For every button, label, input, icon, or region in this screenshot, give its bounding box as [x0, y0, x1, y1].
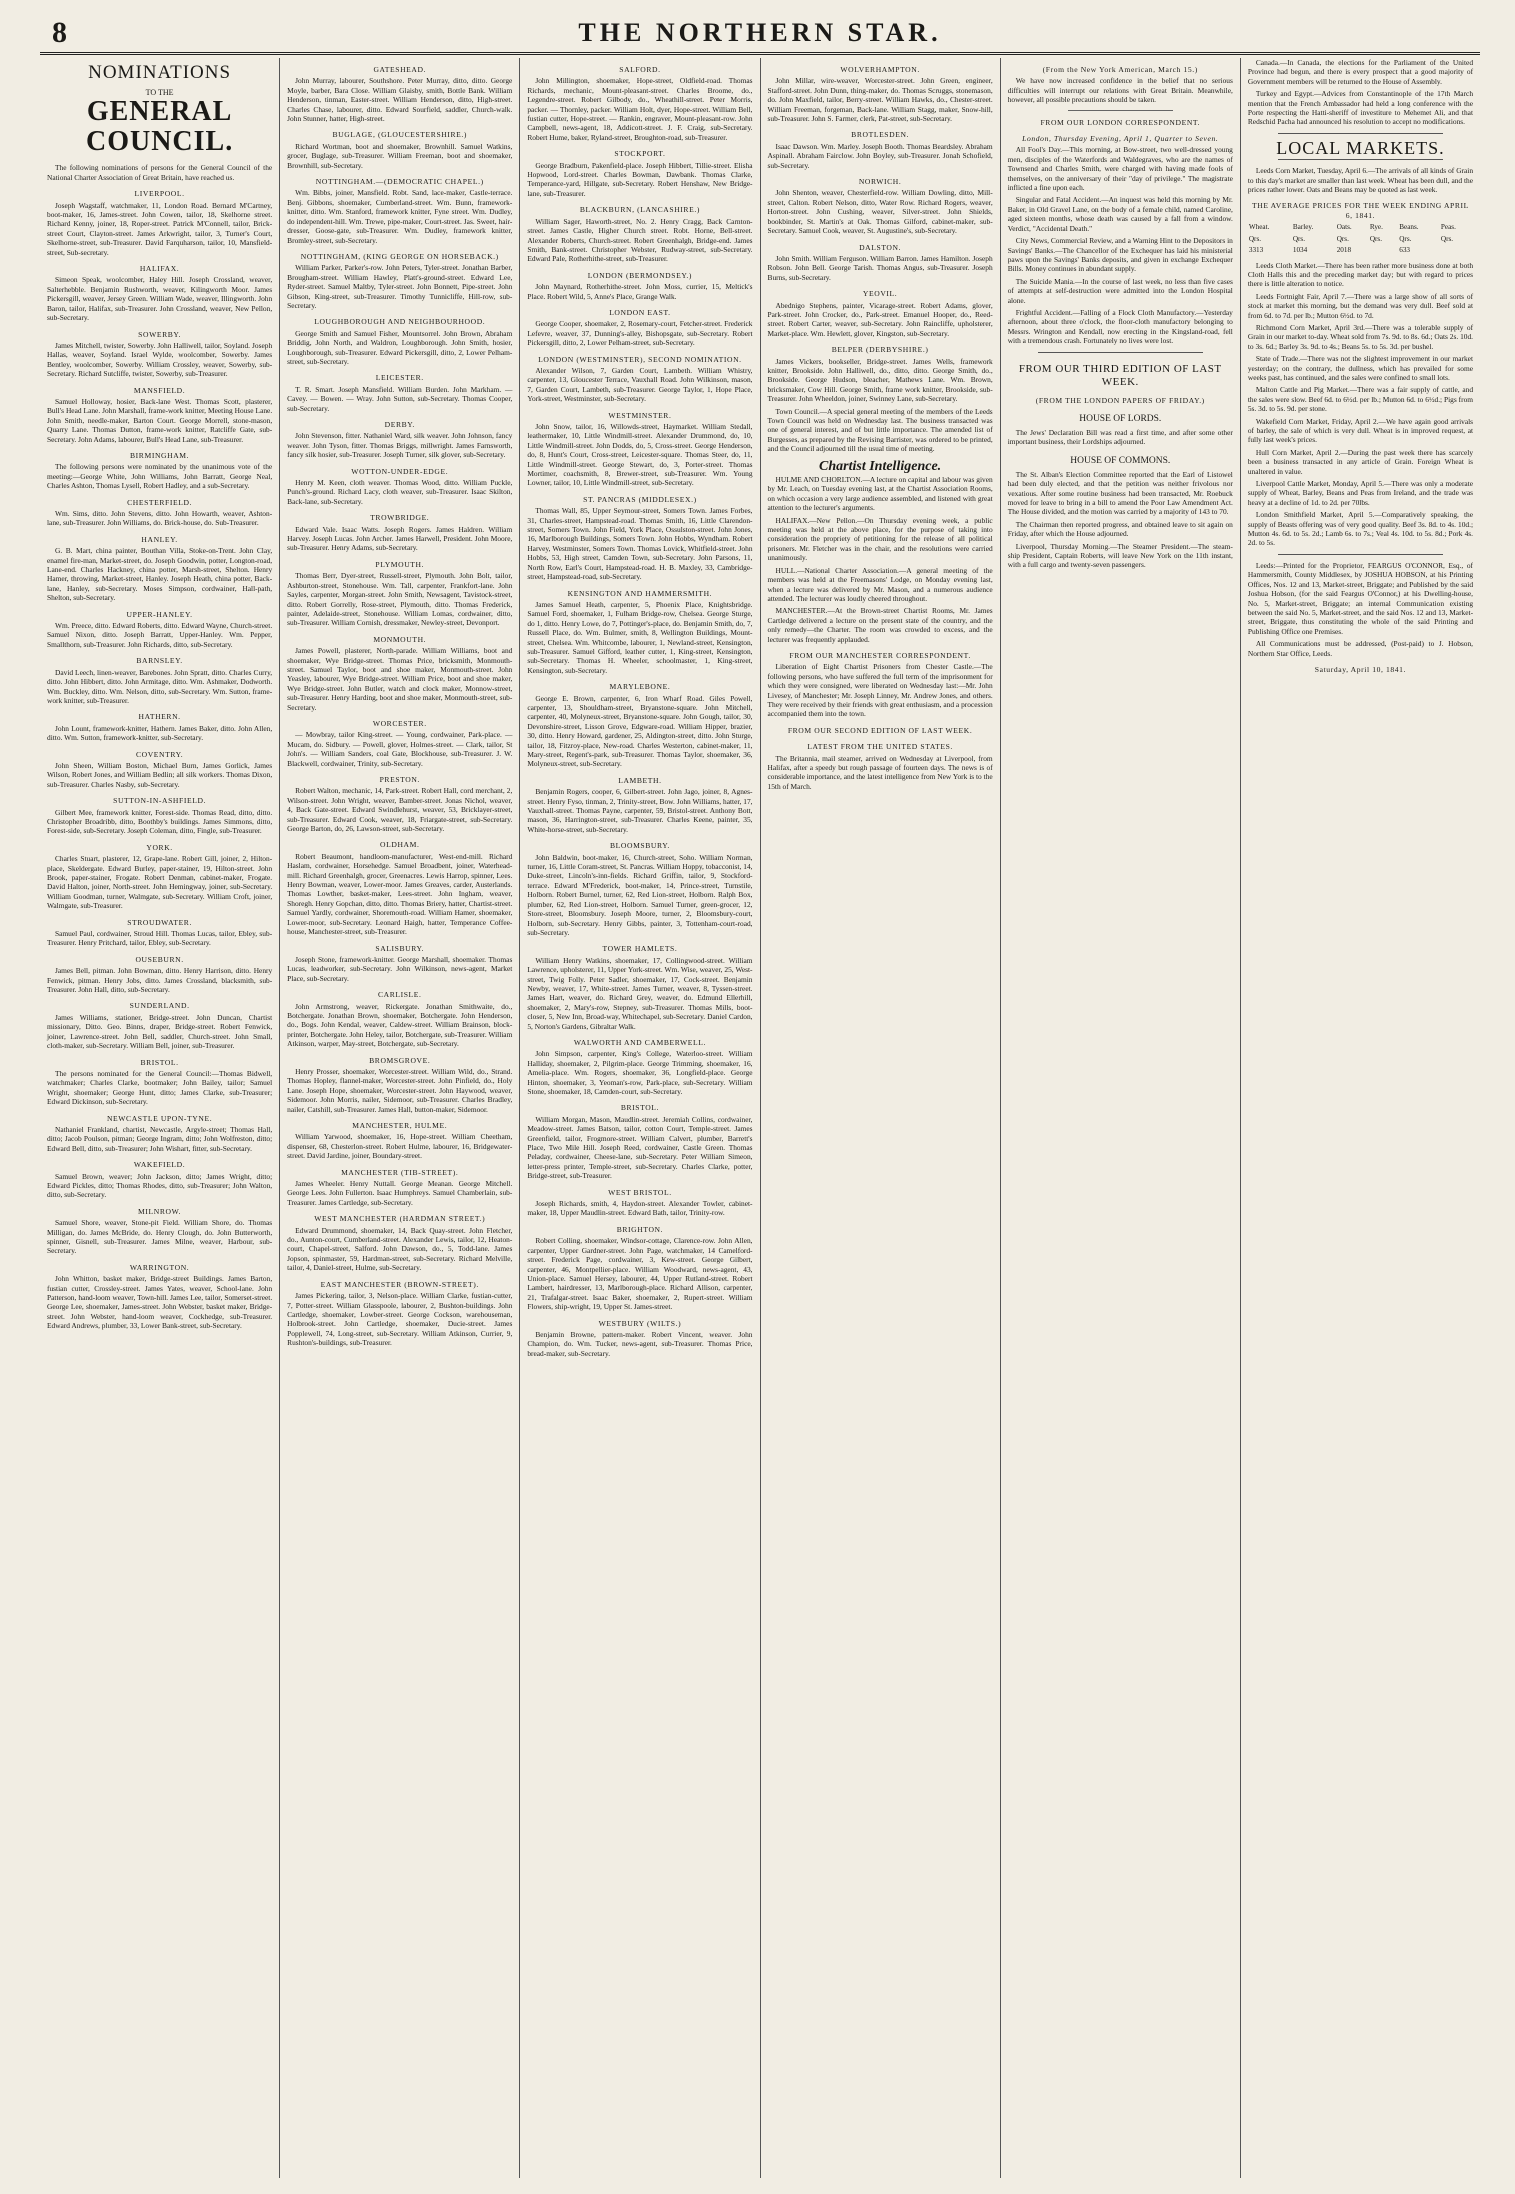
- section-text: William Sager, Haworth-street, No. 2. Henry Cragg, Back Carnton-street. James Castle, Higher Church street. Robt. Horne, Bell-street. Alexander Roberts, Church-street. Robert Greenhalgh, Bridge-end. James Smith, Bank-street. Christopher Webster, Rudway-street, sub-Secretary. Edward Pale, Rotherhithe-street, sub-Treasurer.: [527, 216, 753, 264]
- table-cell: Qrs.: [1336, 234, 1349, 243]
- section-text: James Williams, stationer, Bridge-street. John Duncan, Chartist missionary, Ditto. Geo. Binns, draper, Bridge-street. Robert Fenwick, joiner, Lawrence-street. John Bell, saddler, Church-street. John Small, cloth-maker, sub-Secretary. William Bell, joiner, sub-Treasurer.: [47, 1012, 273, 1051]
- header-rule: [40, 52, 1480, 55]
- section-heading: NORWICH.: [858, 177, 902, 187]
- average-prices-table: [1248, 222, 1473, 256]
- table-cell: Oats.: [1336, 223, 1352, 232]
- section-heading: ST. PANCRAS (MIDDLESEX.): [583, 494, 697, 504]
- section-heading: WEST MANCHESTER (HARDMAN STREET.): [314, 1214, 486, 1224]
- section-text: HULL.—National Charter Association.—A general meeting of the members was held at the Freemasons' Lodge, on Monday evening last, when a lecture was delivered by Mr. Mason, and a numerous audience attended. The lecturer was loudly cheered throughout.: [767, 565, 993, 603]
- leeds-fortnight-fair-paragraph: Leeds Fortnight Fair, April 7.—There was a large show of all sorts of stock at market this morning, but the demand was very dull. Beef sold at from 6d. to 7d. per lb.; Mutton 6½d. to 7d.: [1247, 291, 1474, 320]
- average-prices-unit-row: [1248, 234, 1473, 245]
- section-text: Joseph Stone, framework-knitter. George Marshall, shoemaker. Thomas Lucas, leadworker, sub-Secretary. John Wilkinson, news-agent, Market Place, sub-Secretary.: [287, 954, 513, 983]
- section-heading: SOWERBY.: [138, 329, 182, 339]
- section-text: HULME AND CHORLTON.—A lecture on capital and labour was given by Mr. Leach, on Tuesday evening last, at the Chartist Association Rooms, on which occasion a very large audience assembled, and listened with great attention to the lecturer's arguments.: [767, 475, 993, 513]
- masthead: THE NORTHERN STAR.: [578, 18, 942, 47]
- section-text: Joseph Richards, smith, 4, Haydon-street. Alexander Towler, cabinet-maker, 18, Upper Maudlin-street. Edward Bath, tailor, Trinity-row.: [527, 1199, 753, 1218]
- section-text: Abednigo Stephens, painter, Vicarage-street. Robert Adams, glover, Park-street. John Crocker, do., Park-street. Emanuel Hooper, do., Reed-street. Robert Carter, weaver, sub-Secretary. John Raincliffe, upholsterer, Market-place. Wm. Hewlett, glover, Kingston, sub-Secretary.: [767, 300, 993, 338]
- section-text: The persons nominated for the General Council:—Thomas Bidwell, watchmaker; Charles Clarke, bootmaker; John Bailey, tailor; Samuel Wright, shoemaker; George Hunt, ditto; James Clarke, sub-Treasurer; Edward Dickinson, sub-Secretary.: [47, 1068, 273, 1107]
- section-text: Samuel Brown, weaver; John Jackson, ditto; James Wright, ditto; Edward Pickles, ditto; Thomas Rhodes, ditto, sub-Treasurer; John Walton, ditto, sub-Secretary.: [47, 1171, 273, 1200]
- section-heading: UPPER-HANLEY.: [126, 609, 193, 619]
- divider: [1278, 133, 1443, 134]
- section-text: William Parker, Parker's-row. John Peters, Tyler-street. Jonathan Barber, Brougham-street. William Hawley, Platt's-ground-street. Edward Lee, Ryder-street. Samuel Maltby, Tyler-street. John Bonnett, Pipe-street. John Gibson, King-street, sub-Treasurer. Timothy Tunnicliffe, Hill-row, sub-Secretary.: [287, 263, 513, 310]
- section-text: David Leech, linen-weaver, Barebones. John Spratt, ditto. Charles Curry, ditto. John Hibbert, ditto. John Armitage, ditto. Wm. Ashmaker, Dodworth. Wm. Buckley, ditto. Wm. Nelson, ditto, sub-Secretary. Wm. Sutton, frame-work knitter, sub-Treasurer.: [47, 667, 273, 705]
- section-text: James Samuel Heath, carpenter, 5, Phoenix Place, Knightsbridge. Samuel Ford, shoemaker, 1, Fulham Bridge-row, Chelsea. George Sturge, do 1, ditto. Henry Lowe, do 7, Pottinger's-place, do. Benjamin Smith, do, 7, Russell Place, do. Wm. Bulmer, smith, 8, Wellington Buildings, Mount-street, Chelsea. Wm. Whitcombe, labourer, 1, Newland-street, Kensington, sub-Treasurer. Samuel Gifford, leather cutter, 1, King-street, Kensington, sub-Secretary. Thomas H. Wheeler, schoolmaster, 1, King-street, Kensington, sub-Secretary.: [527, 599, 753, 675]
- table-cell: Beans.: [1399, 223, 1419, 232]
- divider: [1038, 352, 1203, 353]
- section-heading: SUNDERLAND.: [129, 1001, 190, 1011]
- section-text: William Morgan, Mason, Maudlin-street. Jeremiah Collins, cordwainer, Meadow-street. James Batson, tailor, cotton Court, Temple-street. James Greenfield, tailor, Frogmore-street. William Calvert, plumber, Barrett's Place, Two Mile Hill. Joseph Reed, cordwainer, Castle Green. Thomas Peladay, cordwainer, Cheese-lane, sub-Secretary. Peter William Simeon, letter-press printer, Temple-street, sub-Secretary. Charles Clarke, potter, Bridge-street, sub-Treasurer.: [527, 1114, 753, 1181]
- section-text: — Mowbray, tailor King-street. — Young, cordwainer, Park-place. — Mucam, do. Sidbury. — Powell, glover, Holmes-street. — Clark, tailor, St John's. — William Sanders, coal Gate, Blockhouse, sub-Treasurer. J. W. Blackwell, cordwainer, Trinity, sub-Secretary.: [287, 730, 513, 768]
- house-of-lords-heading: HOUSE OF LORDS.: [1079, 413, 1162, 424]
- section-heading: GATESHEAD.: [373, 65, 427, 74]
- section-text: Robert Walton, mechanic, 14, Park-street. Robert Hall, cord merchant, 2, Wilson-street. John Wright, weaver, Bamber-street. Jonas Nichol, weaver, 4, Back Gate-street. Edward Swindlehurst, weaver, 53, Bricklayer-street, sub-Treasurer. Edward Cook, weaver, 18, Friargate-street, sub-Secretary. George Barton, do, 26, Lawson-street, sub-Secretary.: [287, 786, 513, 834]
- section-heading: MARYLEBONE.: [609, 682, 671, 692]
- table-cell: [1369, 245, 1398, 256]
- section-text: Thomas Berr, Dyer-street, Russell-street, Plymouth. John Bolt, tailor, Ashburton-street, Stonehouse. Wm. Tall, carpenter, Frankfort-lane. John Sayles, carpenter, Morgan-street. John Smith, Newsagent, Tavistock-street, ditto. Robert Gorrelly, Rose-street, Plymouth, ditto. Thomas Frederick, painter, Adelaide-street, Stonehouse. William Lomas, cordwainer, ditto, sub-Treasurer. William Cornish, dressmaker, Newley-street, Devonport.: [287, 571, 513, 628]
- section-heading: LONDON EAST.: [609, 307, 671, 317]
- malton-market-paragraph: Malton Cattle and Pig Market.—There was a fair supply of cattle, and the sales were slow. Beef 6d. to 6½d. per lb.; Mutton 6d. to 6½d.; Pigs from 5s. 3d. to 5s. 9d. per stone.: [1247, 385, 1474, 414]
- col2-sections: [287, 65, 512, 1348]
- col1-sections: [47, 189, 272, 1330]
- house-of-commons-text: The St. Alban's Election Committee reported that the Earl of Listowel had been duly elected, and that the petition was neither frivolous nor vexatious. After some routine business had been transacted, Mr. Roebuck moved for leave to bring in a bill to amend the Poor Law Amendment Act. The House divided, and the motion was carried by a majority of 143 to 70.: [1007, 469, 1233, 517]
- suicide-mania-paragraph: The Suicide Mania.—In the course of last week, no less than five cases of attempts at self-destruction were admitted into the London Hospital alone.: [1007, 276, 1233, 305]
- section-heading: LATEST FROM THE UNITED STATES.: [807, 742, 953, 752]
- section-text: Robert Colling, shoemaker, Windsor-cottage, Clarence-row. John Allen, carpenter, Upper Gardner-street. John Page, watchmaker, 14 Camelford-street. Frederick Page, cordwainer, 3, Kew-street. George Gilbert, carpenter, 46, Montpellier-place. William Woodward, news-agent, 43, Union-place. Samuel Hersey, labourer, 44, Upper Rutland-street. Robert Lambert, hairdresser, 13, Marlborough-place. Richard Allison, carpenter, 21, Trafalgar-street. Isaac Baker, shoemaker, 2, Rupert-street. William Flowers, ship-wright, 19, Upper St. James-street.: [527, 1236, 753, 1312]
- section-text: John Simpson, carpenter, King's College, Waterloo-street. William Halliday, shoemaker, 2, Pilgrim-place. George Trimming, shoemaker, 16, Amelia-place. Wm. Rogers, shoemaker, 36, Longfield-place. George Hinton, shoemaker, 3, Yeoman's-row, Park-place, sub-Secretary. William Stone, shoemaker, 18, Camden-court, sub-Secretary.: [527, 1049, 753, 1096]
- section-text: John Lount, framework-knitter, Hathern. James Baker, ditto. John Allen, ditto. Wm. Sutton, framework-knitter, sub-Secretary.: [47, 723, 273, 743]
- column-2: [279, 58, 519, 2178]
- section-text: MANCHESTER.—At the Brown-street Chartist Rooms, Mr. James Cartledge delivered a lecture on the present state of the country, and the only remedy—the Charter. The room was crowded to excess, and the lecturer was frequently applauded.: [767, 606, 993, 644]
- table-cell: Qrs.: [1292, 234, 1306, 243]
- section-text: G. B. Mart, china painter, Bouthan Villa, Stoke-on-Trent. John Clay, enamel fire-man, Market-street, do. Joseph Goodwin, potter, Longton-road, Lane-end. Charles Hackney, china potter, Marsh-street, Shelton. Henry Hamer, throwing, Market-street, Hanley. Joseph Heath, china potter, Back-lane, Hanley, sub-Secretary. Moses Simpson, cordwainer, Hall-path, Shelton, sub-Secretary.: [47, 546, 273, 603]
- section-heading: MANCHESTER (TIB-STREET).: [341, 1167, 459, 1177]
- section-heading: FROM OUR SECOND EDITION OF LAST WEEK.: [787, 725, 973, 735]
- house-of-commons-heading: HOUSE OF COMMONS.: [1070, 455, 1171, 466]
- average-prices-header-row: [1248, 222, 1473, 233]
- section-text: HALIFAX.—New Pellon.—On Thursday evening week, a public meeting was held at the above place, for the purpose of taking into consideration the propriety of petitioning for the release of all political prisoners. Mr. Fletcher was in the chair, and the resolutions were carried unanimously.: [767, 515, 993, 563]
- section-heading: TROWBRIDGE.: [370, 513, 430, 523]
- section-heading: COVENTRY.: [135, 749, 184, 759]
- section-heading: SALISBURY.: [375, 943, 425, 953]
- table-cell: 3313: [1248, 246, 1264, 255]
- section-heading: BROTLESDEN.: [851, 130, 910, 140]
- state-of-trade-paragraph: State of Trade.—There was not the slightest improvement in our market yesterday; on the contrary, the dullness, which has prevailed for some weeks past, has continued, and the sales were confined to small lots.: [1247, 354, 1474, 382]
- section-heading: WEST BRISTOL.: [608, 1187, 672, 1197]
- divider: [1278, 159, 1443, 160]
- section-heading: DERBY.: [384, 420, 415, 429]
- table-cell: Wheat.: [1248, 223, 1270, 232]
- liverpool-president-paragraph: Liverpool, Thursday Morning.—The Steamer President.—The steam-ship President, Captain Roberts, will leave New York on the 11th instant, with a full cargo and twenty-seven passengers.: [1007, 541, 1233, 570]
- page-number: 8: [52, 16, 67, 49]
- nominations-title-to: TO THE: [145, 88, 174, 97]
- section-heading: BLOOMSBURY.: [610, 841, 670, 851]
- section-text: Wm. Bibbs, joiner, Mansfield. Robt. Sand, lace-maker, Castle-terrace. Benj. Gibbons, shoemaker, Cumberland-street. Wm. Bunn, framework-knitter, ditto. Wm. Stanford, framework knitter, Fyne street. Wm. Dudley, do independent-hill. Wm. Trewe, pipe-maker, Court-street. Jas. Sweet, hair-dresser, Goose-gate, sub-Treasurer. Wm. Dudley, framework knitter, Bromley-street, sub-Secretary.: [287, 188, 513, 245]
- section-heading: WOLVERHAMPTON.: [840, 65, 920, 74]
- section-heading: STOCKPORT.: [614, 149, 666, 159]
- column-1: [40, 58, 279, 2178]
- section-text: John Millar, wire-weaver, Worcester-street. John Green, engineer, Stafford-street. John Dunn, thing-maker, do. Thomas Scruggs, stonemason, do. John Maxfield, tailor, Berry-street. William Hawks, do., Chester-street. William Freeman, forgeman, Back-lane. William Stagg, maker, Snow-hill, sub-Treasurer. John S. Farmer, clerk, Pat-street, sub-Secretary.: [767, 76, 993, 124]
- section-heading: PLYMOUTH.: [375, 559, 425, 569]
- column-5: [1000, 58, 1240, 2178]
- section-heading: BLACKBURN, (LANCASHIRE.): [579, 205, 700, 215]
- section-text: Richard Wortman, boot and shoemaker, Brownhill. Samuel Watkins, grocer, Buglage, sub-Treasurer. William Freeman, boot and shoemaker, Brownhill, sub-Secretary.: [287, 141, 513, 170]
- section-heading: STROUDWATER.: [127, 917, 192, 927]
- section-text: The following persons were nominated by the unanimous vote of the meeting:—George White, John Williams, John Barratt, George Neal, Charles Ashton, Thomas Lysell, Robert Hadley, and a sub-Secretary.: [47, 462, 273, 491]
- section-heading: FROM OUR MANCHESTER CORRESPONDENT.: [789, 650, 971, 660]
- section-heading: BIRMINGHAM.: [130, 450, 190, 460]
- section-text: Benjamin Rogers, cooper, 6, Gilbert-street. John Jago, joiner, 8, Agnes-street. Henry Fyso, tinman, 2, Trinity-street, Bow. John Williams, hatter, 17, Vauxhall-street. Thomas Payne, carpenter, 59, Bristol-street. Anthony Bott, mason, 36, Harrington-street, sub-Treasurer. Charles Keene, painter, 35, White-horse-street, sub-Secretary.: [527, 787, 753, 834]
- section-text: John Armstrong, weaver, Rickergate. Jonathan Smithwaite, do., Botchergate. Jonathan Brown, shoemaker, Botchergate. John Henderson, do., Bogs. John Kendal, weaver, Caldew-street. William Brainson, block-printer, Botchergate. John Heley, tailor, Botchergate, sub-Treasurer. William Atkinson, warper, May-street, Botchergate, sub-Secretary.: [287, 1001, 513, 1049]
- us-news-paragraph: We have now increased confidence in the belief that no serious difficulties will interrupt our relations with Great Britain. Meanwhile, however, all possible precautions should be taken.: [1007, 76, 1233, 105]
- smithfield-market-paragraph: London Smithfield Market, April 5.—Comparatively speaking, the supply of Beasts offering was of very good quality. Beef 3s. 8d. to 4s. 10d.; Mutton 4s. 6d. to 5s. 2d.; Lamb 6s. to 7s.; Veal 4s. 10d. to 5s. 8d.; Pork 4s. 2d. to 5s.: [1247, 510, 1474, 548]
- section-heading: LEICESTER.: [375, 373, 424, 383]
- section-heading: PRESTON.: [379, 775, 420, 784]
- section-text: T. R. Smart. Joseph Mansfield. William Burden. John Markham. — Cavey. — Bowen. — Wray. John Sutton, sub-Secretary. Thomas Cooper, sub-Secretary.: [287, 384, 513, 413]
- section-heading: OUSEBURN.: [135, 954, 184, 964]
- section-text: John Murray, labourer, Southshore. Peter Murray, ditto, ditto. George Moyle, barber, Bara Close. William Glaisby, smith, Bottle Bank. William Henderson, tinman, Easter-street. William Henderson, ditto, High-street. Charles Chase, labourer, ditto. Edward Sourfield, saddler, Church-walk. John Stunner, hatter, High-street.: [287, 76, 513, 124]
- section-text: John Smith. William Ferguson. William Barron. James Hamilton. Joseph Robson. John Bell. George Tarish. Thomas Angus, sub-Treasurer. Joseph Burns, sub-Secretary.: [767, 253, 993, 282]
- col3-sections: [527, 65, 752, 1358]
- richmond-corn-market-paragraph: Richmond Corn Market, April 3rd.—There was a tolerable supply of Grain in our market to-day. Wheat sold from 7s. 9d. to 8s. 6d.; Oats 2s. 10d. to 3s. 6d.; Barley 3s. 9d. to 4s.; Beans 5s. to 5s. 3d. per bushel.: [1247, 322, 1474, 351]
- table-cell: 2018: [1336, 246, 1352, 255]
- table-cell: Qrs.: [1399, 234, 1412, 243]
- local-markets-heading: LOCAL MARKETS.: [1276, 137, 1445, 158]
- table-cell: Qrs.: [1440, 234, 1454, 243]
- section-text: Robert Beaumont, handloom-manufacturer, West-end-mill. Richard Haslam, cordwainer, Horsehedge. Samuel Broadbent, joiner, Waterhead-mill. Richard Greenhalgh, grocer, Greenacres. Lewis Harrop, spinner, Lees. Henry Bowman, weaver, Lower-moor. James Greaves, carder, Austerlands. Thomas Lowther, basket-maker, Lees-street. John Ingham, weaver, Shoregh. Henry Gopchan, ditto, ditto. Thomas Briery, hatter, Chartist-street. Samuel Yardly, cordwainer, Shoremouth-road. William Hamer, shoemaker, Lower-moor, sub-Secretary. Leonard Haigh, hatter, Temperance Coffee-house, Manchester-street, sub-Treasurer.: [287, 851, 513, 937]
- issue-date: Saturday, April 10, 1841.: [1314, 664, 1407, 674]
- section-heading: Chartist Intelligence.: [819, 458, 942, 474]
- table-cell: [1440, 245, 1473, 256]
- section-heading: MANCHESTER, HULME.: [352, 1121, 448, 1130]
- section-text: James Wheeler. Henry Nuttall. George Meanan. George Mitchell. George Lees. John Fullerton. Isaac Humphreys. Samuel Chamberlain, sub-Treasurer. James Cartledge, sub-Secretary.: [287, 1179, 513, 1207]
- section-text: James Vickers, bookseller, Bridge-street. James Wells, framework knitter, Brookside. John Halliwell, do., ditto, ditto. George Smith, do., Brookside. George Hudson, bleacher, Mathews Lane. Wm. Brown, bricksmaker, Cow Hill. George Smith, frame work knitter, Brookside, sub-Treasurer. John Wheeldon, joiner, Swinney Lane, sub-Secretary.: [767, 356, 993, 404]
- section-heading: WORCESTER.: [372, 718, 427, 728]
- section-heading: WOTTON-UNDER-EDGE.: [351, 466, 449, 476]
- section-text: Nathaniel Frankland, chartist, Newcastle, Argyle-street; Thomas Hall, ditto; Jacob Poulson, pitman; George Ingram, ditto; John Wolfreston, ditto; Edward Bell, ditto, sub-Treasurer; John Wishart, fitter, sub-Secretary.: [47, 1124, 273, 1153]
- section-heading: LONDON (BERMONDSEY.): [587, 270, 693, 280]
- section-heading: YORK.: [146, 842, 173, 852]
- section-heading: LOUGHBOROUGH AND NEIGHBOURHOOD.: [314, 317, 486, 327]
- printer-imprint: Leeds:—Printed for the Proprietor, FEARGUS O'CONNOR, Esq., of Hammersmith, County Middlesex, by JOSHUA HOBSON, at his Printing Offices, Nos. 12 and 13, Market-street, Briggate; and Published by the said Joshua Hobson, (for the said Feargus O'Connor,) at his Dwelling-house, No. 5, Market-street, Briggate; an internal Communication existing between the said No. 5, Market-street, and the said Nos. 12 and 13, Market-street, Briggate, thus constituting the whole of the said Printing and Publishing Office one Premises.: [1247, 560, 1474, 636]
- general-council-title: GENERAL COUNCIL.: [85, 96, 234, 158]
- section-heading: CARLISLE.: [377, 990, 422, 1000]
- section-heading: NOTTINGHAM.—(DEMOCRATIC CHAPEL.): [315, 177, 484, 187]
- section-heading: YEOVIL.: [862, 289, 898, 299]
- section-text: John Sheen, William Boston, Michael Burn, James Gorlick, James Wilson, Robert Jones, and William Bedlin; all silk workers. Thomas Dixon, sub-Treasurer. Charles Nasby, sub-Secretary.: [47, 760, 273, 789]
- wakefield-corn-market-paragraph: Wakefield Corn Market, Friday, April 2.—We have again good arrivals of barley, the sale of which is very dull. Wheat is in improved request, at fully last week's prices.: [1247, 416, 1474, 445]
- column-4: [760, 58, 1000, 2178]
- frightful-accident-paragraph: Frightful Accident.—Falling of a Flock Cloth Manufactory.—Yesterday afternoon, about three o'clock, the floor-cloth manufactory belonging to Messrs. Wrington and Kendall, now erecting in the Kingsland-road, fell with a tremendous crash. Fortunately no lives were lost.: [1007, 307, 1233, 346]
- section-text: Samuel Paul, cordwainer, Stroud Hill. Thomas Lucas, tailor, Ebley, sub-Treasurer. Henry Pritchard, tailor, Ebley, sub-Secretary.: [47, 929, 273, 948]
- section-heading: WESTBURY (WILTS.): [598, 1318, 682, 1328]
- table-cell: 1034: [1292, 246, 1308, 255]
- section-text: Isaac Dawson. Wm. Marley. Joseph Booth. Thomas Beardsley. Abraham Aspinall. Abraham Fairclow. John Boyley, sub-Treasurer. Jonah Schofield, sub-Secretary.: [767, 141, 993, 170]
- section-heading: KENSINGTON AND HAMMERSMITH.: [567, 588, 713, 598]
- section-text: Henry Prosser, shoemaker, Worcester-street. William Wild, do., Strand. Thomas Hopley, flannel-maker, Worcester-street. John Pinfield, do., Holy Lane. Joseph Hope, shoemaker, Worcester-street. John Haywood, weaver, Sidemoor. John Morris, nailer, Sidemoor, sub-Treasurer. Charles Bradley, nailer, Catshill, sub-Treasurer. James Hall, button-maker, Sidemoor.: [287, 1066, 513, 1114]
- section-heading: BROMSGROVE.: [369, 1055, 431, 1065]
- nominations-intro: The following nominations of persons for the General Council of the National Charter Association of Great Britain, have reached us.: [47, 163, 273, 182]
- section-text: Edward Drummond, shoemaker, 14, Back Quay-street. John Fletcher, do., Aunton-court, Cumberland-street. Alexander Lewis, tailor, 12, Heaton-court, Chapel-street, Salford. John Dawson, do., 5, Todd-lane. James Jopson, spinmaster, 59, Hardman-street, sub-Secretary. Richard Melville, tailor, 4, Daniel-street, Hulme, sub-Secretary.: [287, 1225, 513, 1273]
- section-text: Thomas Wall, 85, Upper Seymour-street, Somers Town. James Forbes, 31, Charles-street, Hampstead-road. Thomas Smith, 16, Little Clarendon-street, Somers Town. John Field, York Place, Ossulston-street. John Jones, 16, Marlborough Buildings, Somers Town. John Hobbs, Wyndham. Robert Harvey, Westminster, Somers Town. Thomas Lovick, Whitfield-street. John Hobbs, 53, High street, Camden Town, sub-Secretary. John Parsons, 11, North Row, Earl's Court, Hampstead-road. H. B. Maxley, 33, Cambridge-street, Hampstead-road, sub-Secretary.: [527, 506, 753, 582]
- section-text: Town Council.—A special general meeting of the members of the Leeds Town Council was held on Wednesday last. The business transacted was one of general interest, and of but little importance. The amended list of Burgesses, as prepared by the Revising Barrister, was ordered to be printed, and the Council adjourned till the usual time of meeting.: [767, 406, 993, 454]
- section-text: John Snow, tailor, 16, Willowds-street, Haymarket. William Stedall, leathermaker, 10, Little Windmill-street. Alexander Drummond, do, 10, Little Windmill-street. John Dodds, do, 5, Cross-street. George Henderson, do, 8, Hunt's Court, Cross-street, Leicester-square. Thomas Steer, do, 11, Little Windmill-street. George Stewart, do, 3, Porter-street. Thomas Mortimer, coachsmith, 8, Brewer-street, sub-Treasurer. Wm. Young Lowner, tailor, 10, Little Windmill-street, sub-Secretary.: [527, 422, 753, 488]
- section-text: Samuel Shore, weaver, Stone-pit Field. William Shore, do. Thomas Milligan, do. James McBride, do. Henry Clough, do. John Butterworth, spinner, Gisnell, sub-Treasurer. James Milne, weaver, Harbour, sub-Secretary.: [47, 1218, 273, 1256]
- section-heading: HATHERN.: [138, 712, 181, 722]
- table-cell: Peas.: [1440, 223, 1456, 232]
- section-text: William Henry Watkins, shoemaker, 17, Collingwood-street. William Lawrence, upholsterer, 11, Upper York-street. Wm. Wise, weaver, 25, West-street, Twig Folly. Peter Sadler, shoemaker, 17, Cock-street. Benjamin Newby, weaver, 17, White-street. James Turner, weaver, 8, Tyssen-street. James Hart, weaver, do. Richard Grey, weaver, do. Edmund Ellerhill, shoemaker, 2, Mary's-row, Stepney, sub-Treasurer. Thomas Mills, boot-closer, 5, New Inn, Broad-way, Whitechapel, sub-Secretary. Daniel Cardon, 5, Norton's Gardens, Gibraltar Walk.: [527, 955, 753, 1031]
- divider: [1068, 110, 1173, 111]
- april-fool-paragraph: All Fool's Day.—This morning, at Bow-street, two well-dressed young men, disciples of the Waterfords and Waldegraves, who are the names of Townsend and Charles Smith, were charged with having made fools of themselves, on the anniversary of their "day of privilege." The magistrate inflicted a fine upon each.: [1007, 145, 1233, 193]
- section-heading: BRISTOL.: [140, 1057, 179, 1067]
- section-heading: MONMOUTH.: [373, 634, 427, 644]
- section-heading: SUTTON-IN-ASHFIELD.: [113, 796, 207, 806]
- section-heading: SALFORD.: [619, 65, 661, 74]
- section-heading: TOWER HAMLETS.: [602, 944, 678, 954]
- section-text: Henry M. Keen, cloth weaver. Thomas Wood, ditto. William Puckle, Punch's-ground. Richard Lacy, cloth weaver, sub-Treasurer. Isaac Skilton, Back-lane, sub-Secretary.: [287, 478, 513, 506]
- section-text: John Baldwin, boot-maker, 16, Church-street, Soho. William Norman, turner, 16, Little Coram-street, St. Pancras. William Hoppy, tobacconist, 14, Duke-street, Lincoln's-inn-fields. Richard Griffin, tailor, 9, Stockford-terrace. Edward M'Frederick, boot-maker, 14, Prince-street, Turnstile, Holborn. Robert Burnel, turner, 62, Red Lion-street, Holborn. Ralph Box, plumber, 62, Red Lion-street, Holborn. Samuel Turner, green-grocer, 12, Store-street, Bloomsbury. Joseph Moore, turner, 2, Bloomsbury-court, Holborn, sub-Secretary. Henry Gibbs, painter, 3, Tottenham-court-road, sub-Secretary.: [527, 852, 753, 937]
- liverpool-cattle-market-paragraph: Liverpool Cattle Market, Monday, April 5.—There was only a moderate supply of Wheat, Barley, Beans and Peas from Ireland, and the trade was heavy at a decline of 1d. to 2d. per 70lbs.: [1247, 479, 1474, 507]
- section-text: John Whitton, basket maker, Bridge-street Buildings. James Barton, fustian cutter, Crossley-street. James Yates, weaver, School-lane. John Patterson, hand-loom weaver, Town-hill. James Lee, tailor, Somerset-street. George Lee, shoemaker, James-street. John Webster, basket maker, Bridge-street. John Webster, hand-loom weaver, Cockhedge, sub-Treasurer. Edward Andrews, plumber, 33, Lower Bank-street, sub-Secretary.: [47, 1274, 273, 1331]
- section-text: George Bradburn, Pakenfield-place. Joseph Hibbert, Tillie-street. Elisha Hopwood, Lord-street. Charles Bowman, Dawbank. Thomas Clarke, Temperance-yard, Hillgate, sub-Secretary. Robert Henshaw, New Bridge-lane, sub-Treasurer.: [527, 160, 753, 198]
- section-heading: BRIGHTON.: [616, 1224, 664, 1234]
- section-heading: WESTMINSTER.: [608, 410, 672, 420]
- third-edition-heading: FROM OUR THIRD EDITION OF LAST WEEK.: [1018, 362, 1222, 388]
- section-heading: EAST MANCHESTER (BROWN-STREET).: [320, 1279, 479, 1289]
- newspaper-columns: [40, 58, 1480, 2178]
- section-text: Alexander Wilson, 7, Garden Court, Lambeth. William Whistry, carpenter, 13, Gloucester Terrace, Vauxhall Road. John Wilkinson, mason, 7, Garden Court, Lambeth, sub-Treasurer. George Taylor, 1, Hope Place, York-street, Westminster, sub-Secretary.: [527, 365, 753, 404]
- house-of-lords-text: The Jews' Declaration Bill was read a first time, and after some other important business, their Lordships adjourned.: [1007, 427, 1233, 447]
- third-edition-subheading: (FROM THE LONDON PAPERS OF FRIDAY.): [1035, 395, 1205, 405]
- us-dateline: (From the New York American, March 15.): [1042, 65, 1198, 74]
- column-6: [1240, 58, 1480, 2178]
- section-heading: NEWCASTLE UPON-TYNE.: [106, 1113, 213, 1123]
- leeds-corn-market-paragraph: Leeds Corn Market, Tuesday, April 6.—The arrivals of all kinds of Grain to this day's market are smaller than last week. Wheat has been dull, and the prices rather lower. Oats and Beans may be quoted as last week.: [1247, 166, 1474, 195]
- leeds-cloth-market-paragraph: Leeds Cloth Market.—There has been rather more business done at both Cloth Halls this and the preceding market day; but with regard to prices there is little alteration to notice.: [1247, 260, 1474, 289]
- section-text: James Pickering, tailor, 3, Nelson-place. William Clarke, fustian-cutter, 7, Potter-street. William Glasspoole, labourer, 2, Bushton-buildings. John Cartledge, shoemaker, Lowber-street. George Cockson, warehouseman, Holbrook-street. John Cartledge, shoemaker, Ducie-street. James Popplewell, 74, Long-street, sub-Secretary. William Atkinson, Currier, 9, Rushton's-buildings, sub-Treasurer.: [287, 1291, 513, 1348]
- section-heading: MILNROW.: [138, 1206, 182, 1216]
- col4-sections: [768, 65, 993, 791]
- section-heading: LONDON (WESTMINSTER), SECOND NOMINATION.: [538, 354, 742, 364]
- turkey-egypt-paragraph: Turkey and Egypt.—Advices from Constantinople of the 17th March mention that the French Ambassador had held a long conference with the Porte respecting the Hatti-sheriff of investiture to Mehemet Ali, and that Redschid Pacha had announced his resolution to accept no modifications.: [1247, 89, 1474, 127]
- canada-paragraph: Canada.—In Canada, the elections for the Parliament of the United Province had begun, and there is every prospect that a good majority of Government members will be returned to the House of Assembly.: [1247, 58, 1474, 86]
- section-text: James Mitchell, twister, Sowerby. John Halliwell, tailor, Soyland. Joseph Hallas, weaver, Soyland. Israel Wylde, woolcomber, Sowerby. James Bentley, woolcomber, Sowerby. William Crossley, weaver, Sowerby, sub-Secretary. Richard Sutcliffe, twister, Sowerby, sub-Treasurer.: [47, 340, 273, 379]
- section-text: James Bell, pitman. John Bowman, ditto. Henry Harrison, ditto. Henry Fenwick, pitman. Henry Jobs, ditto. James Crossland, blacksmith, sub-Treasurer. John Hall, ditto, sub-Secretary.: [47, 966, 273, 995]
- section-heading: BUGLAGE, (GLOUCESTERSHIRE.): [332, 130, 468, 140]
- section-heading: NOTTINGHAM, (KING GEORGE ON HORSEBACK.): [300, 251, 499, 261]
- section-text: Joseph Wagstaff, watchmaker, 11, London Road. Bernard M'Cartney, boot-maker, 16, James-street. John Cowen, tailor, 18, Skelhorne street. Richard Kenny, joiner, 18, Roper-street. Patrick M'Connell, tailor, Brick-street Court, Clayton-street. James Arkwright, tailor, 3, Turner's Court, Skelhorne-street, sub-Treasurer. David Farquharson, tailor, 10, Mansfield-street, Sub-secretary.: [47, 200, 273, 257]
- section-text: Wm. Sims, ditto. John Stevens, ditto. John Howarth, weaver, Ashton-lane, sub-Treasurer. John Williams, do. Brick-house, do. Sub-Treasurer.: [47, 509, 273, 528]
- section-text: Benjamin Browne, pattern-maker. Robert Vincent, weaver. John Champion, do. Wm. Tucker, news-agent, sub-Treasurer. Thomas Price, bread-maker, sub-Secretary.: [527, 1329, 753, 1358]
- average-prices-heading: THE AVERAGE PRICES FOR THE WEEK ENDING APRIL 6, 1841.: [1252, 201, 1469, 220]
- city-news-paragraph: City News, Commercial Review, and a Warning Hint to the Depositors in Savings' Banks.—The Chancellor of the Exchequer has laid his ministerial paws upon the Savings' Banks deposits, and given in exchange Exchequer Bills. Money continues in abundant supply.: [1007, 236, 1233, 274]
- london-correspondent-heading: FROM OUR LONDON CORRESPONDENT.: [1040, 117, 1201, 127]
- section-heading: HANLEY.: [141, 534, 178, 544]
- section-heading: LIVERPOOL.: [134, 189, 185, 199]
- page-header: [40, 12, 1480, 50]
- section-text: John Shenton, weaver, Chesterfield-row. William Dowling, ditto, Mill-street, Calton. Robert Nelson, ditto, Water Row. Richard Rogers, weaver, Horton-street. John Cushing, weaver, Silver-street. John Shields, bookbinder, St. Martin's at Oak. Thomas Gilford, cabinet-maker, sub-Secretary. Samuel Cook, weaver, St. Augustine's, sub-Secretary.: [767, 188, 993, 236]
- section-heading: BELPER (DERBYSHIRE.): [831, 345, 929, 355]
- communications-notice: All Communications must be addressed, (Post-paid) to J. Hobson, Northern Star Office, Leeds.: [1247, 639, 1474, 658]
- nominations-title: NOMINATIONS: [88, 62, 232, 83]
- section-heading: WARRINGTON.: [129, 1262, 190, 1272]
- section-text: Samuel Holloway, hosier, Back-lane West. Thomas Scott, plasterer, Bull's Head Lane. John Marshall, frame-work knitter, Meeting House Lane. John Smith, needle-maker, Barton Court. George Morrell, stone-mason, Quarry Lane. Thomas Dutton, frame-work knitter, Ratcliffe Gate, sub-Secretary. John Adams, labourer, Bull's Head Lane, sub-Treasurer.: [47, 396, 273, 444]
- section-text: John Maynard, Rotherhithe-street. John Moss, currier, 15, Meltick's Place. Robert Wild, 5, Anne's Place, Grange Walk.: [527, 282, 753, 301]
- section-heading: HALIFAX.: [139, 264, 180, 274]
- house-of-commons-text-2: The Chairman then reported progress, and obtained leave to sit again on Friday, after which the House adjourned.: [1007, 519, 1233, 539]
- section-text: Edward Vale. Isaac Watts. Joseph Rogers. James Haldren. William Harvey. Joseph Lucas. John Archer. James Harwell, President. John Moore, sub-Treasurer. Henry Adams, sub-Secretary.: [287, 524, 513, 553]
- section-text: George Cooper, shoemaker, 2, Rosemary-court, Fetcher-street. Frederick Lefevre, weaver, 37, Dunning's-alley, Bishopsgate, sub-Secretary. Robert Pickersgill, ditto, 2, Lower Pelham-street, sub-Secretary.: [527, 319, 753, 348]
- section-text: Gilbert Mee, framework knitter, Forest-side. Thomas Read, ditto, ditto. Christopher Broadribb, ditto, Boothby's buildings. James Simmons, ditto, Forest-side, sub-Secretary. Joseph Coleman, ditto, Fingle, sub-Treasurer.: [47, 807, 273, 836]
- section-heading: WAKEFIELD.: [133, 1160, 186, 1170]
- table-cell: Barley.: [1292, 223, 1314, 232]
- section-text: Liberation of Eight Chartist Prisoners from Chester Castle.—The following persons, who have suffered the full term of the imprisonment for which they were consigned, were liberated on Wednesday last:—Mr. John Livesey, of Manchester; Mr. Joseph Linney, Mr. Andrew Jones, and others. They were received by their friends with great enthusiasm, and a procession accompanied them into the town.: [767, 662, 993, 719]
- section-text: Wm. Preece, ditto. Edward Roberts, ditto. Edward Wayne, Church-street. Samuel Nixon, ditto. Joseph Barratt, Upper-Hanley. Wm. Pepper, Smallthorn, sub-Treasurer. John Richards, ditto, sub-Secretary.: [47, 621, 273, 649]
- section-text: Charles Stuart, plasterer, 12, Grape-lane. Robert Gill, joiner, 2, Hilton-place, Skeldergate. Edward Burley, paper-stainer, 19, Hilton-street. John Brook, paper-stainer, Frogate. Robert Denman, cabinet-maker, Frogate. David Halton, joiner, North-street. John Hemingway, joiner, sub-Secretary. William Goodman, turner, Walmgate, sub-Secretary. William Croft, joiner, Walmgate, sub-Treasurer.: [47, 854, 273, 911]
- divider: [1278, 554, 1443, 555]
- section-text: The Britannia, mail steamer, arrived on Wednesday at Liverpool, from Halifax, after a speedy but rough passage of fourteen days. The news is of considerable importance, and the latest intelligence from New York is to the 15th of March.: [767, 753, 993, 791]
- fatal-accident-paragraph: Singular and Fatal Accident.—An inquest was held this morning by Mr. Baker, in Old Gravel Lane, on the body of a female child, named Caroline, aged sixteen months, whose death was caused by a fall from a window. Verdict, "Accidental Death.": [1007, 195, 1233, 233]
- table-cell: Qrs.: [1248, 234, 1262, 243]
- section-text: Simeon Speak, woolcomber, Haley Hill. Joseph Crossland, weaver, Salterhebble. Benjamin Rushworth, weaver, Kilingworth Moor. James Pickersgill, weaver, Jersey Green. William Wade, weaver, Illingworth. John Baron, tailor, Halifax, sub-Treasurer. John Crossland, weaver, New Pellon, sub-Secretary.: [47, 275, 273, 323]
- average-prices-quantity-row: [1248, 245, 1473, 256]
- section-text: John Millington, shoemaker, Hope-street, Oldfield-road. Thomas Richards, mechanic, Mount-pleasant-street. Charles Broome, do., Legendre-street. Robert Gilbody, do., Wheathill-street. Peter Morris, packer. — Thornley, packer. William Holt, dyer, Hope-street. William Bell, fustian cutter, Hope-street. — Rankin, engraver, Mount-pleasant-row. John Campbell, news-agent, 18, Addicott-street. J. F. Craig, sub-Secretary. Robert Hume, baker, Ryland-street, Broughton-road, sub-Treasurer.: [527, 76, 753, 142]
- london-correspondent-date: London, Thursday Evening, April 1, Quarter to Seven.: [1022, 134, 1219, 144]
- section-heading: OLDHAM.: [380, 840, 420, 850]
- section-heading: LAMBETH.: [618, 775, 662, 785]
- section-heading: BRISTOL.: [620, 1103, 660, 1113]
- table-cell: Rye.: [1369, 223, 1383, 232]
- section-heading: DALSTON.: [859, 242, 902, 252]
- section-text: William Yarwood, shoemaker, 16, Hope-street. William Cheetham, dispenser, 68, Chesterlon-street. Robert Hulme, labourer, 16, Bridgewater-street. David Jardine, joiner, Boundary-street.: [287, 1132, 513, 1161]
- section-heading: WALWORTH AND CAMBERWELL.: [573, 1037, 706, 1047]
- section-heading: MANSFIELD.: [133, 385, 186, 395]
- table-cell: Qrs.: [1369, 234, 1382, 243]
- hull-corn-market-paragraph: Hull Corn Market, April 2.—During the past week there has scarcely been a business transacted in any article of Grain. Foreign Wheat is unaltered in value.: [1247, 447, 1474, 476]
- column-3: [519, 58, 759, 2178]
- section-text: James Powell, plasterer, North-parade. William Williams, boot and shoemaker, Wye Bridge-street. Thomas Price, bricksmith, Monmouth-street. Samuel Taylor, boot and shoe maker, Monmouth-street. John Yeasley, labourer, Wye Bridge-street. William Price, boot and shoe maker, Wye Bridge-street. John Butler, watch and clock maker, Monnow-street, sub-Treasurer. Henry Harding, boot and shoe maker, Monmouth-street, sub-Secretary.: [287, 646, 513, 712]
- section-heading: CHESTERFIELD.: [127, 497, 193, 507]
- table-cell: 633: [1399, 246, 1411, 255]
- section-text: John Stevenson, fitter. Nathaniel Ward, silk weaver. John Johnson, fancy weaver. John Tyson, fitter. Thomas Briggs, millwright. James Farnsworth, fancy silk hosier, sub-Treasurer. Joseph Turner, silk glover, sub-Secretary.: [287, 431, 513, 460]
- section-text: George E. Brown, carpenter, 6, Iron Wharf Road. Giles Powell, carpenter, 13, Shouldham-street, Bryanstone-square. John Mitchell, carpenter, 40, Molyneux-street, Bryanstone-square. John Gough, tailor, 30, Devonshire-street, Lisson Grove, Edgware-road. William Hipper, brazier, 30, ditto. Henry Howard, gardener, 25, Aldington-street, ditto. John Sturge, tailor, 18, Fitzroy-place, New-road. Charles Westerton, cabinet-maker, 11, Mary-street, Regent's-park, sub-Treasurer. Thomas Taylor, shoemaker, 36, Molyneux-street, sub-Secretary.: [527, 693, 753, 769]
- section-text: George Smith and Samuel Fisher, Mountsorrel. John Brown, Abraham Briddig, John North, and Waldron, Loughborough. John Smith, hosier, Loughborough, sub-Treasurer. Edward Pickersgill, ditto, 2, Lower Pelham-street, sub-Secretary.: [287, 328, 513, 366]
- section-heading: BARNSLEY.: [136, 656, 183, 666]
